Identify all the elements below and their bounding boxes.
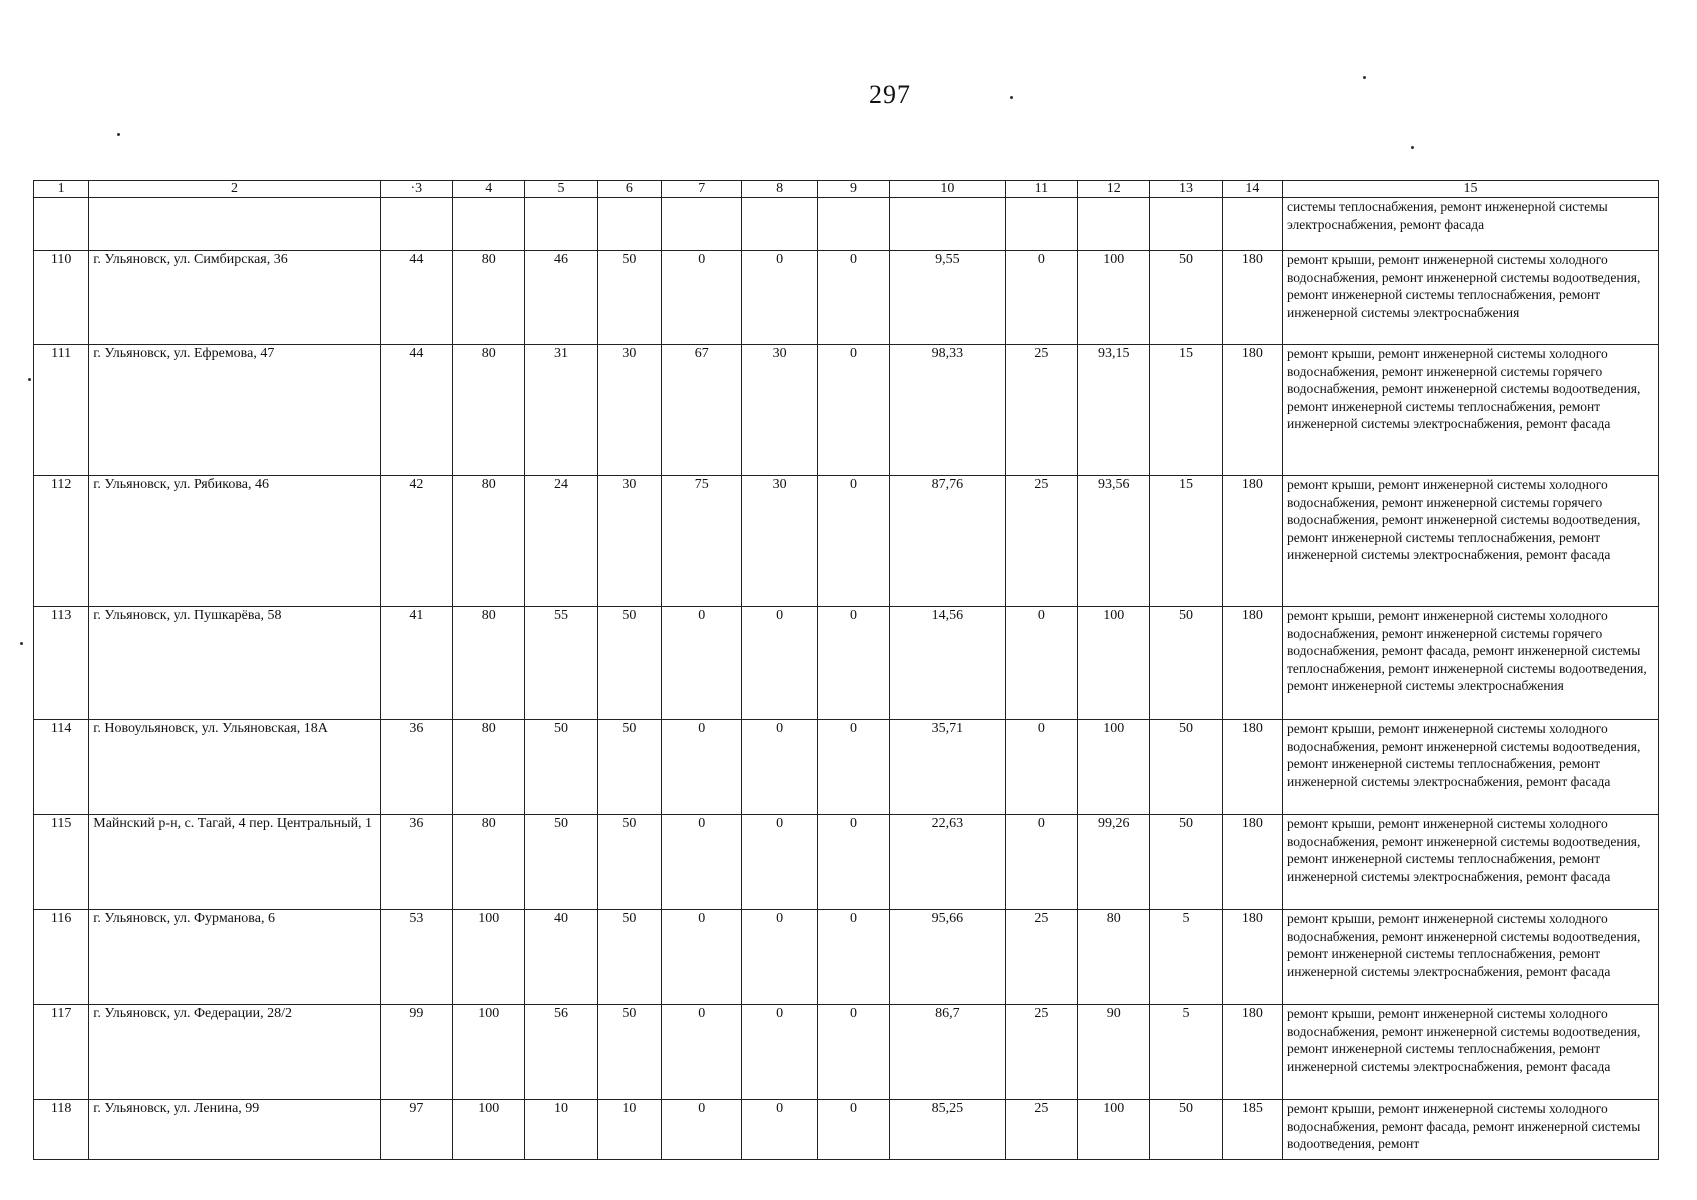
value-cell: 0: [817, 345, 889, 476]
value-cell: 97: [380, 1100, 452, 1160]
value-cell: 31: [525, 345, 597, 476]
value-cell: 0: [662, 251, 742, 345]
value-cell: 53: [380, 910, 452, 1005]
value-cell: 41: [380, 607, 452, 720]
value-cell: 0: [817, 1100, 889, 1160]
row-number-cell: 112: [34, 476, 89, 607]
row-number-cell: 116: [34, 910, 89, 1005]
scan-speck: [28, 378, 31, 381]
value-cell: 55: [525, 607, 597, 720]
address-cell: Майнский р-н, с. Тагай, 4 пер. Центральный, 1: [89, 815, 380, 910]
column-header: 9: [817, 181, 889, 198]
value-cell: 50: [597, 720, 661, 815]
value-cell: 50: [597, 1005, 661, 1100]
value-cell: 0: [817, 910, 889, 1005]
address-cell: г. Ульяновск, ул. Фурманова, 6: [89, 910, 380, 1005]
value-cell: 30: [742, 476, 817, 607]
value-cell: 67: [662, 345, 742, 476]
value-cell: 93,15: [1078, 345, 1150, 476]
table-row: [34, 910, 1659, 1005]
table-cell: [453, 198, 525, 251]
value-cell: 80: [453, 607, 525, 720]
row-number-cell: 115: [34, 815, 89, 910]
works-cell: системы теплоснабжения, ремонт инженерной системы электроснабжения, ремонт фасада: [1283, 198, 1659, 251]
column-header: 10: [890, 181, 1006, 198]
table-cell: [380, 198, 452, 251]
value-cell: 98,33: [890, 345, 1006, 476]
value-cell: 44: [380, 345, 452, 476]
value-cell: 44: [380, 251, 452, 345]
value-cell: 50: [1150, 720, 1222, 815]
column-header: 2: [89, 181, 380, 198]
value-cell: 0: [817, 1005, 889, 1100]
value-cell: 0: [1005, 720, 1077, 815]
value-cell: 0: [817, 251, 889, 345]
value-cell: 180: [1222, 815, 1282, 910]
table-row: [34, 1100, 1659, 1160]
row-number-cell: 117: [34, 1005, 89, 1100]
value-cell: 50: [525, 720, 597, 815]
value-cell: 0: [742, 720, 817, 815]
value-cell: 180: [1222, 251, 1282, 345]
table-row: [34, 607, 1659, 720]
value-cell: 36: [380, 720, 452, 815]
value-cell: 14,56: [890, 607, 1006, 720]
value-cell: 22,63: [890, 815, 1006, 910]
row-number-cell: 118: [34, 1100, 89, 1160]
value-cell: 80: [1078, 910, 1150, 1005]
value-cell: 100: [453, 1100, 525, 1160]
value-cell: 10: [597, 1100, 661, 1160]
works-cell: ремонт крыши, ремонт инженерной системы холодного водоснабжения, ремонт фасада, ремонт инженерной системы водоотведения, ремонт: [1283, 1100, 1659, 1160]
table-cell: [34, 198, 89, 251]
value-cell: 25: [1005, 1100, 1077, 1160]
column-header: 8: [742, 181, 817, 198]
value-cell: 0: [742, 607, 817, 720]
column-header: 13: [1150, 181, 1222, 198]
table-cell: [597, 198, 661, 251]
works-cell: ремонт крыши, ремонт инженерной системы холодного водоснабжения, ремонт инженерной системы водоотведения, ремонт инженерной системы теплоснабжения, ремонт инженерной системы электроснабжения, ремонт фасада: [1283, 815, 1659, 910]
address-cell: г. Ульяновск, ул. Рябикова, 46: [89, 476, 380, 607]
value-cell: 5: [1150, 1005, 1222, 1100]
table-cell: [1005, 198, 1077, 251]
value-cell: 0: [817, 720, 889, 815]
table-cell: [890, 198, 1006, 251]
value-cell: 0: [742, 815, 817, 910]
column-header: 1: [34, 181, 89, 198]
address-cell: г. Ульяновск, ул. Симбирская, 36: [89, 251, 380, 345]
address-cell: г. Ульяновск, ул. Ефремова, 47: [89, 345, 380, 476]
repair-table: [33, 180, 1659, 1160]
value-cell: 50: [1150, 251, 1222, 345]
value-cell: 35,71: [890, 720, 1006, 815]
value-cell: 0: [817, 607, 889, 720]
value-cell: 30: [597, 476, 661, 607]
value-cell: 30: [597, 345, 661, 476]
scan-speck: [20, 642, 23, 645]
value-cell: 42: [380, 476, 452, 607]
row-number-cell: 113: [34, 607, 89, 720]
table-row: [34, 1005, 1659, 1100]
table-cell: [742, 198, 817, 251]
value-cell: 0: [817, 815, 889, 910]
works-cell: ремонт крыши, ремонт инженерной системы холодного водоснабжения, ремонт инженерной системы горячего водоснабжения, ремонт инженерной системы водоотведения, ремонт инженерной системы теплоснабжения, ремонт инженерной системы электроснабжения, ремонт фасада: [1283, 476, 1659, 607]
value-cell: 0: [742, 1005, 817, 1100]
value-cell: 25: [1005, 345, 1077, 476]
works-cell: ремонт крыши, ремонт инженерной системы холодного водоснабжения, ремонт инженерной системы водоотведения, ремонт инженерной системы теплоснабжения, ремонт инженерной системы электроснабжения, ремонт фасада: [1283, 720, 1659, 815]
value-cell: 50: [597, 251, 661, 345]
row-number-cell: 111: [34, 345, 89, 476]
column-header: 15: [1283, 181, 1659, 198]
value-cell: 0: [662, 720, 742, 815]
value-cell: 180: [1222, 1005, 1282, 1100]
column-header: 6: [597, 181, 661, 198]
table-row: [34, 815, 1659, 910]
value-cell: 0: [742, 251, 817, 345]
value-cell: 180: [1222, 607, 1282, 720]
value-cell: 0: [1005, 607, 1077, 720]
table-cell: [1078, 198, 1150, 251]
value-cell: 80: [453, 251, 525, 345]
value-cell: 0: [742, 1100, 817, 1160]
table-row: [34, 720, 1659, 815]
column-header: 14: [1222, 181, 1282, 198]
address-cell: г. Ульяновск, ул. Ленина, 99: [89, 1100, 380, 1160]
continuation-row: [34, 198, 1659, 251]
row-number-cell: 114: [34, 720, 89, 815]
table-row: [34, 476, 1659, 607]
scan-speck: [1411, 146, 1414, 149]
value-cell: 50: [1150, 1100, 1222, 1160]
column-header: 11: [1005, 181, 1077, 198]
value-cell: 86,7: [890, 1005, 1006, 1100]
address-cell: г. Новоульяновск, ул. Ульяновская, 18А: [89, 720, 380, 815]
value-cell: 93,56: [1078, 476, 1150, 607]
address-cell: г. Ульяновск, ул. Федерации, 28/2: [89, 1005, 380, 1100]
value-cell: 0: [662, 1005, 742, 1100]
value-cell: 0: [817, 476, 889, 607]
value-cell: 25: [1005, 910, 1077, 1005]
column-header: 7: [662, 181, 742, 198]
works-cell: ремонт крыши, ремонт инженерной системы холодного водоснабжения, ремонт инженерной системы водоотведения, ремонт инженерной системы теплоснабжения, ремонт инженерной системы электроснабжения, ремонт фасада: [1283, 910, 1659, 1005]
value-cell: 75: [662, 476, 742, 607]
value-cell: 0: [662, 910, 742, 1005]
scan-speck: [117, 133, 120, 136]
table-cell: [1222, 198, 1282, 251]
value-cell: 56: [525, 1005, 597, 1100]
value-cell: 0: [1005, 251, 1077, 345]
table-cell: [1150, 198, 1222, 251]
row-number-cell: 110: [34, 251, 89, 345]
value-cell: 90: [1078, 1005, 1150, 1100]
column-header-row: [34, 181, 1659, 198]
value-cell: 0: [662, 1100, 742, 1160]
value-cell: 80: [453, 345, 525, 476]
value-cell: 15: [1150, 476, 1222, 607]
works-cell: ремонт крыши, ремонт инженерной системы холодного водоснабжения, ремонт инженерной системы водоотведения, ремонт инженерной системы теплоснабжения, ремонт инженерной системы электроснабжения: [1283, 251, 1659, 345]
value-cell: 36: [380, 815, 452, 910]
value-cell: 180: [1222, 476, 1282, 607]
value-cell: 50: [1150, 607, 1222, 720]
value-cell: 80: [453, 476, 525, 607]
value-cell: 180: [1222, 345, 1282, 476]
value-cell: 100: [453, 1005, 525, 1100]
table-cell: [525, 198, 597, 251]
value-cell: 25: [1005, 1005, 1077, 1100]
value-cell: 15: [1150, 345, 1222, 476]
value-cell: 50: [597, 910, 661, 1005]
value-cell: 50: [597, 607, 661, 720]
value-cell: 30: [742, 345, 817, 476]
column-header: ·3: [380, 181, 452, 198]
scan-speck: [1363, 76, 1366, 79]
table-cell: [817, 198, 889, 251]
column-header: 12: [1078, 181, 1150, 198]
value-cell: 99,26: [1078, 815, 1150, 910]
value-cell: 87,76: [890, 476, 1006, 607]
table-row: [34, 251, 1659, 345]
value-cell: 25: [1005, 476, 1077, 607]
address-cell: г. Ульяновск, ул. Пушкарёва, 58: [89, 607, 380, 720]
table-cell: [662, 198, 742, 251]
value-cell: 0: [662, 815, 742, 910]
value-cell: 180: [1222, 720, 1282, 815]
value-cell: 46: [525, 251, 597, 345]
value-cell: 95,66: [890, 910, 1006, 1005]
value-cell: 50: [1150, 815, 1222, 910]
table-row: [34, 345, 1659, 476]
value-cell: 180: [1222, 910, 1282, 1005]
value-cell: 85,25: [890, 1100, 1006, 1160]
value-cell: 100: [1078, 251, 1150, 345]
page-number: 297: [869, 80, 911, 109]
works-cell: ремонт крыши, ремонт инженерной системы холодного водоснабжения, ремонт инженерной системы горячего водоснабжения, ремонт фасада, ремонт инженерной системы теплоснабжения, ремонт инженерной системы водоотведения, ремонт инженерной системы электроснабжения: [1283, 607, 1659, 720]
value-cell: 80: [453, 815, 525, 910]
value-cell: 24: [525, 476, 597, 607]
value-cell: 100: [1078, 607, 1150, 720]
value-cell: 100: [1078, 1100, 1150, 1160]
works-cell: ремонт крыши, ремонт инженерной системы холодного водоснабжения, ремонт инженерной системы горячего водоснабжения, ремонт инженерной системы водоотведения, ремонт инженерной системы теплоснабжения, ремонт инженерной системы электроснабжения, ремонт фасада: [1283, 345, 1659, 476]
column-header: 5: [525, 181, 597, 198]
column-header: 4: [453, 181, 525, 198]
value-cell: 100: [453, 910, 525, 1005]
value-cell: 185: [1222, 1100, 1282, 1160]
value-cell: 9,55: [890, 251, 1006, 345]
value-cell: 99: [380, 1005, 452, 1100]
works-cell: ремонт крыши, ремонт инженерной системы холодного водоснабжения, ремонт инженерной системы водоотведения, ремонт инженерной системы теплоснабжения, ремонт инженерной системы электроснабжения, ремонт фасада: [1283, 1005, 1659, 1100]
value-cell: 0: [742, 910, 817, 1005]
value-cell: 0: [1005, 815, 1077, 910]
value-cell: 50: [525, 815, 597, 910]
value-cell: 80: [453, 720, 525, 815]
value-cell: 40: [525, 910, 597, 1005]
table-cell: [89, 198, 380, 251]
value-cell: 5: [1150, 910, 1222, 1005]
value-cell: 10: [525, 1100, 597, 1160]
value-cell: 100: [1078, 720, 1150, 815]
value-cell: 50: [597, 815, 661, 910]
scan-speck: [1010, 96, 1013, 99]
value-cell: 0: [662, 607, 742, 720]
